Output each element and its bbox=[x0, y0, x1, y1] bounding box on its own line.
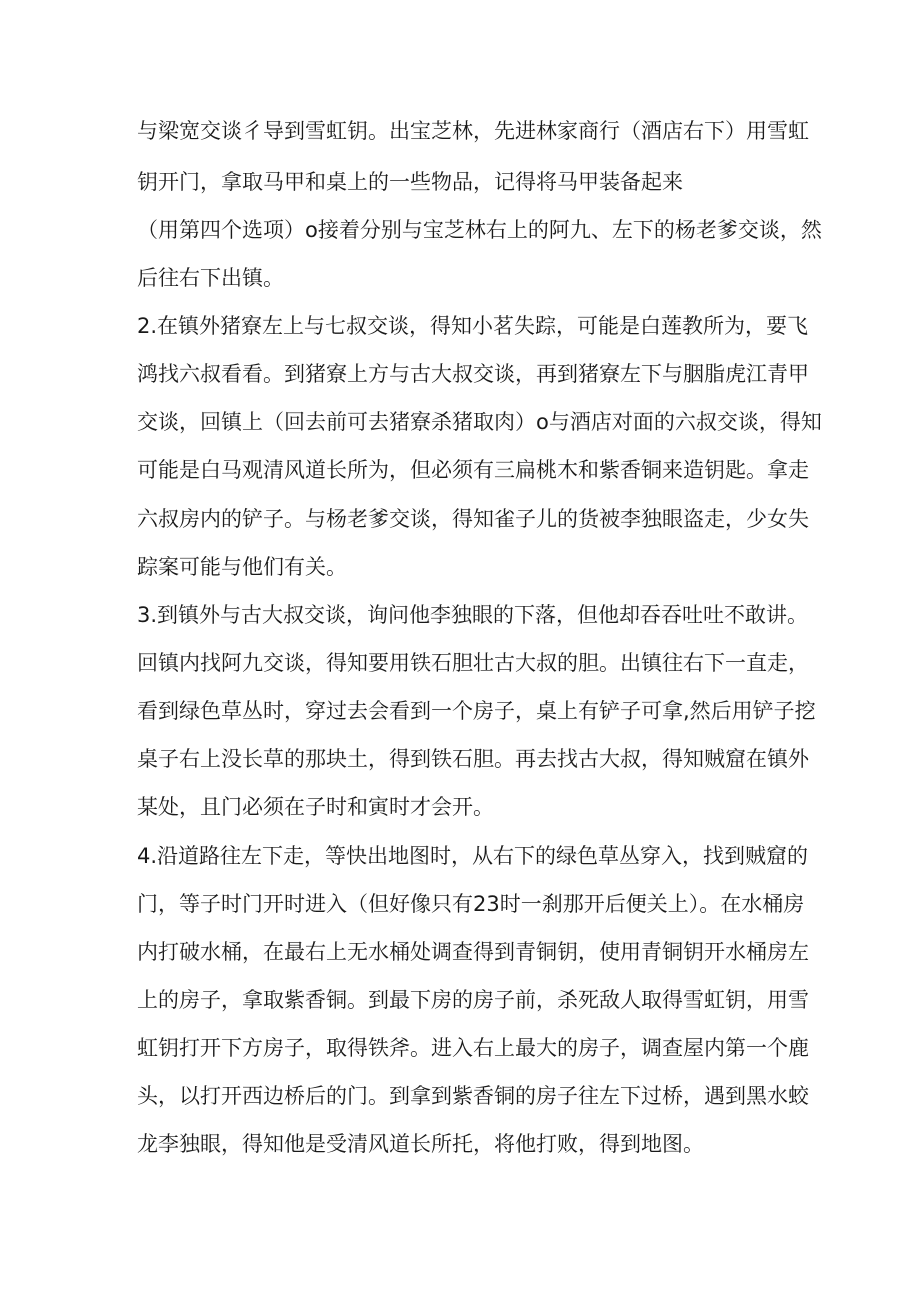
text-line: 2.在镇外猪寮左上与七叔交谈，得知小茗失踪，可能是白莲教所为，要飞 bbox=[137, 314, 809, 338]
text-line: （用第四个选项）o接着分别与宝芝林右上的阿九、左下的杨老爹交谈，然 bbox=[137, 218, 822, 242]
text-line: 后往右下出镇。 bbox=[137, 266, 284, 290]
text-line: 可能是白马观清风道长所为，但必须有三扁桃木和紫香铜来造钥匙。拿走 bbox=[137, 458, 809, 482]
text-line: 看到绿色草丛时，穿过去会看到一个房子，桌上有铲子可拿,然后用铲子挖 bbox=[137, 699, 816, 723]
text-line: 3.到镇外与古大叔交谈，询问他李独眼的下落，但他却吞吞吐吐不敢讲。 bbox=[137, 603, 809, 627]
text-line: 虹钥打开下方房子，取得铁斧。进入右上最大的房子，调查屋内第一个鹿 bbox=[137, 1036, 809, 1060]
text-line: 鸿找六叔看看。到猪寮上方与古大叔交谈，再到猪寮左下与胭脂虎江青甲 bbox=[137, 362, 809, 386]
text-line: 龙李独眼，得知他是受清风道长所托，将他打败，得到地图。 bbox=[137, 1132, 704, 1156]
text-line: 交谈，回镇上（回去前可去猪寮杀猪取肉）o与酒店对面的六叔交谈，得知 bbox=[137, 410, 822, 434]
text-line: 某处，且门必须在子时和寅时才会开。 bbox=[137, 795, 494, 819]
text-line: 4.沿道路往左下走，等快出地图时，从右下的绿色草丛穿入，找到贼窟的 bbox=[137, 844, 809, 868]
text-line: 与梁宽交谈彳导到雪虹钥。出宝芝林，先进林家商行（酒店右下）用雪虹 bbox=[137, 119, 809, 143]
text-line: 回镇内找阿九交谈，得知要用铁石胆壮古大叔的胆。出镇往右下一直走， bbox=[137, 651, 809, 675]
text-line: 桌子右上没长草的那块土，得到铁石胆。再去找古大叔，得知贼窟在镇外 bbox=[137, 747, 809, 771]
text-line: 踪案可能与他们有关。 bbox=[137, 555, 347, 579]
text-line: 钥开门，拿取马甲和桌上的一些物品，记得将马甲装备起来 bbox=[137, 170, 683, 194]
text-line: 六叔房内的铲子。与杨老爹交谈，得知雀子儿的货被李独眼盗走，少女失 bbox=[137, 507, 809, 531]
text-line: 头，以打开西边桥后的门。到拿到紫香铜的房子往左下过桥，遇到黑水蛟 bbox=[137, 1084, 809, 1108]
text-line: 上的房子，拿取紫香铜。到最下房的房子前，杀死敌人取得雪虹钥，用雪 bbox=[137, 988, 809, 1012]
text-line: 门，等子时门开时进入（但好像只有23时一刹那开后便关上）。在水桶房 bbox=[137, 892, 805, 916]
text-line: 内打破水桶，在最右上无水桶处调查得到青铜钥，使用青铜钥开水桶房左 bbox=[137, 940, 809, 964]
